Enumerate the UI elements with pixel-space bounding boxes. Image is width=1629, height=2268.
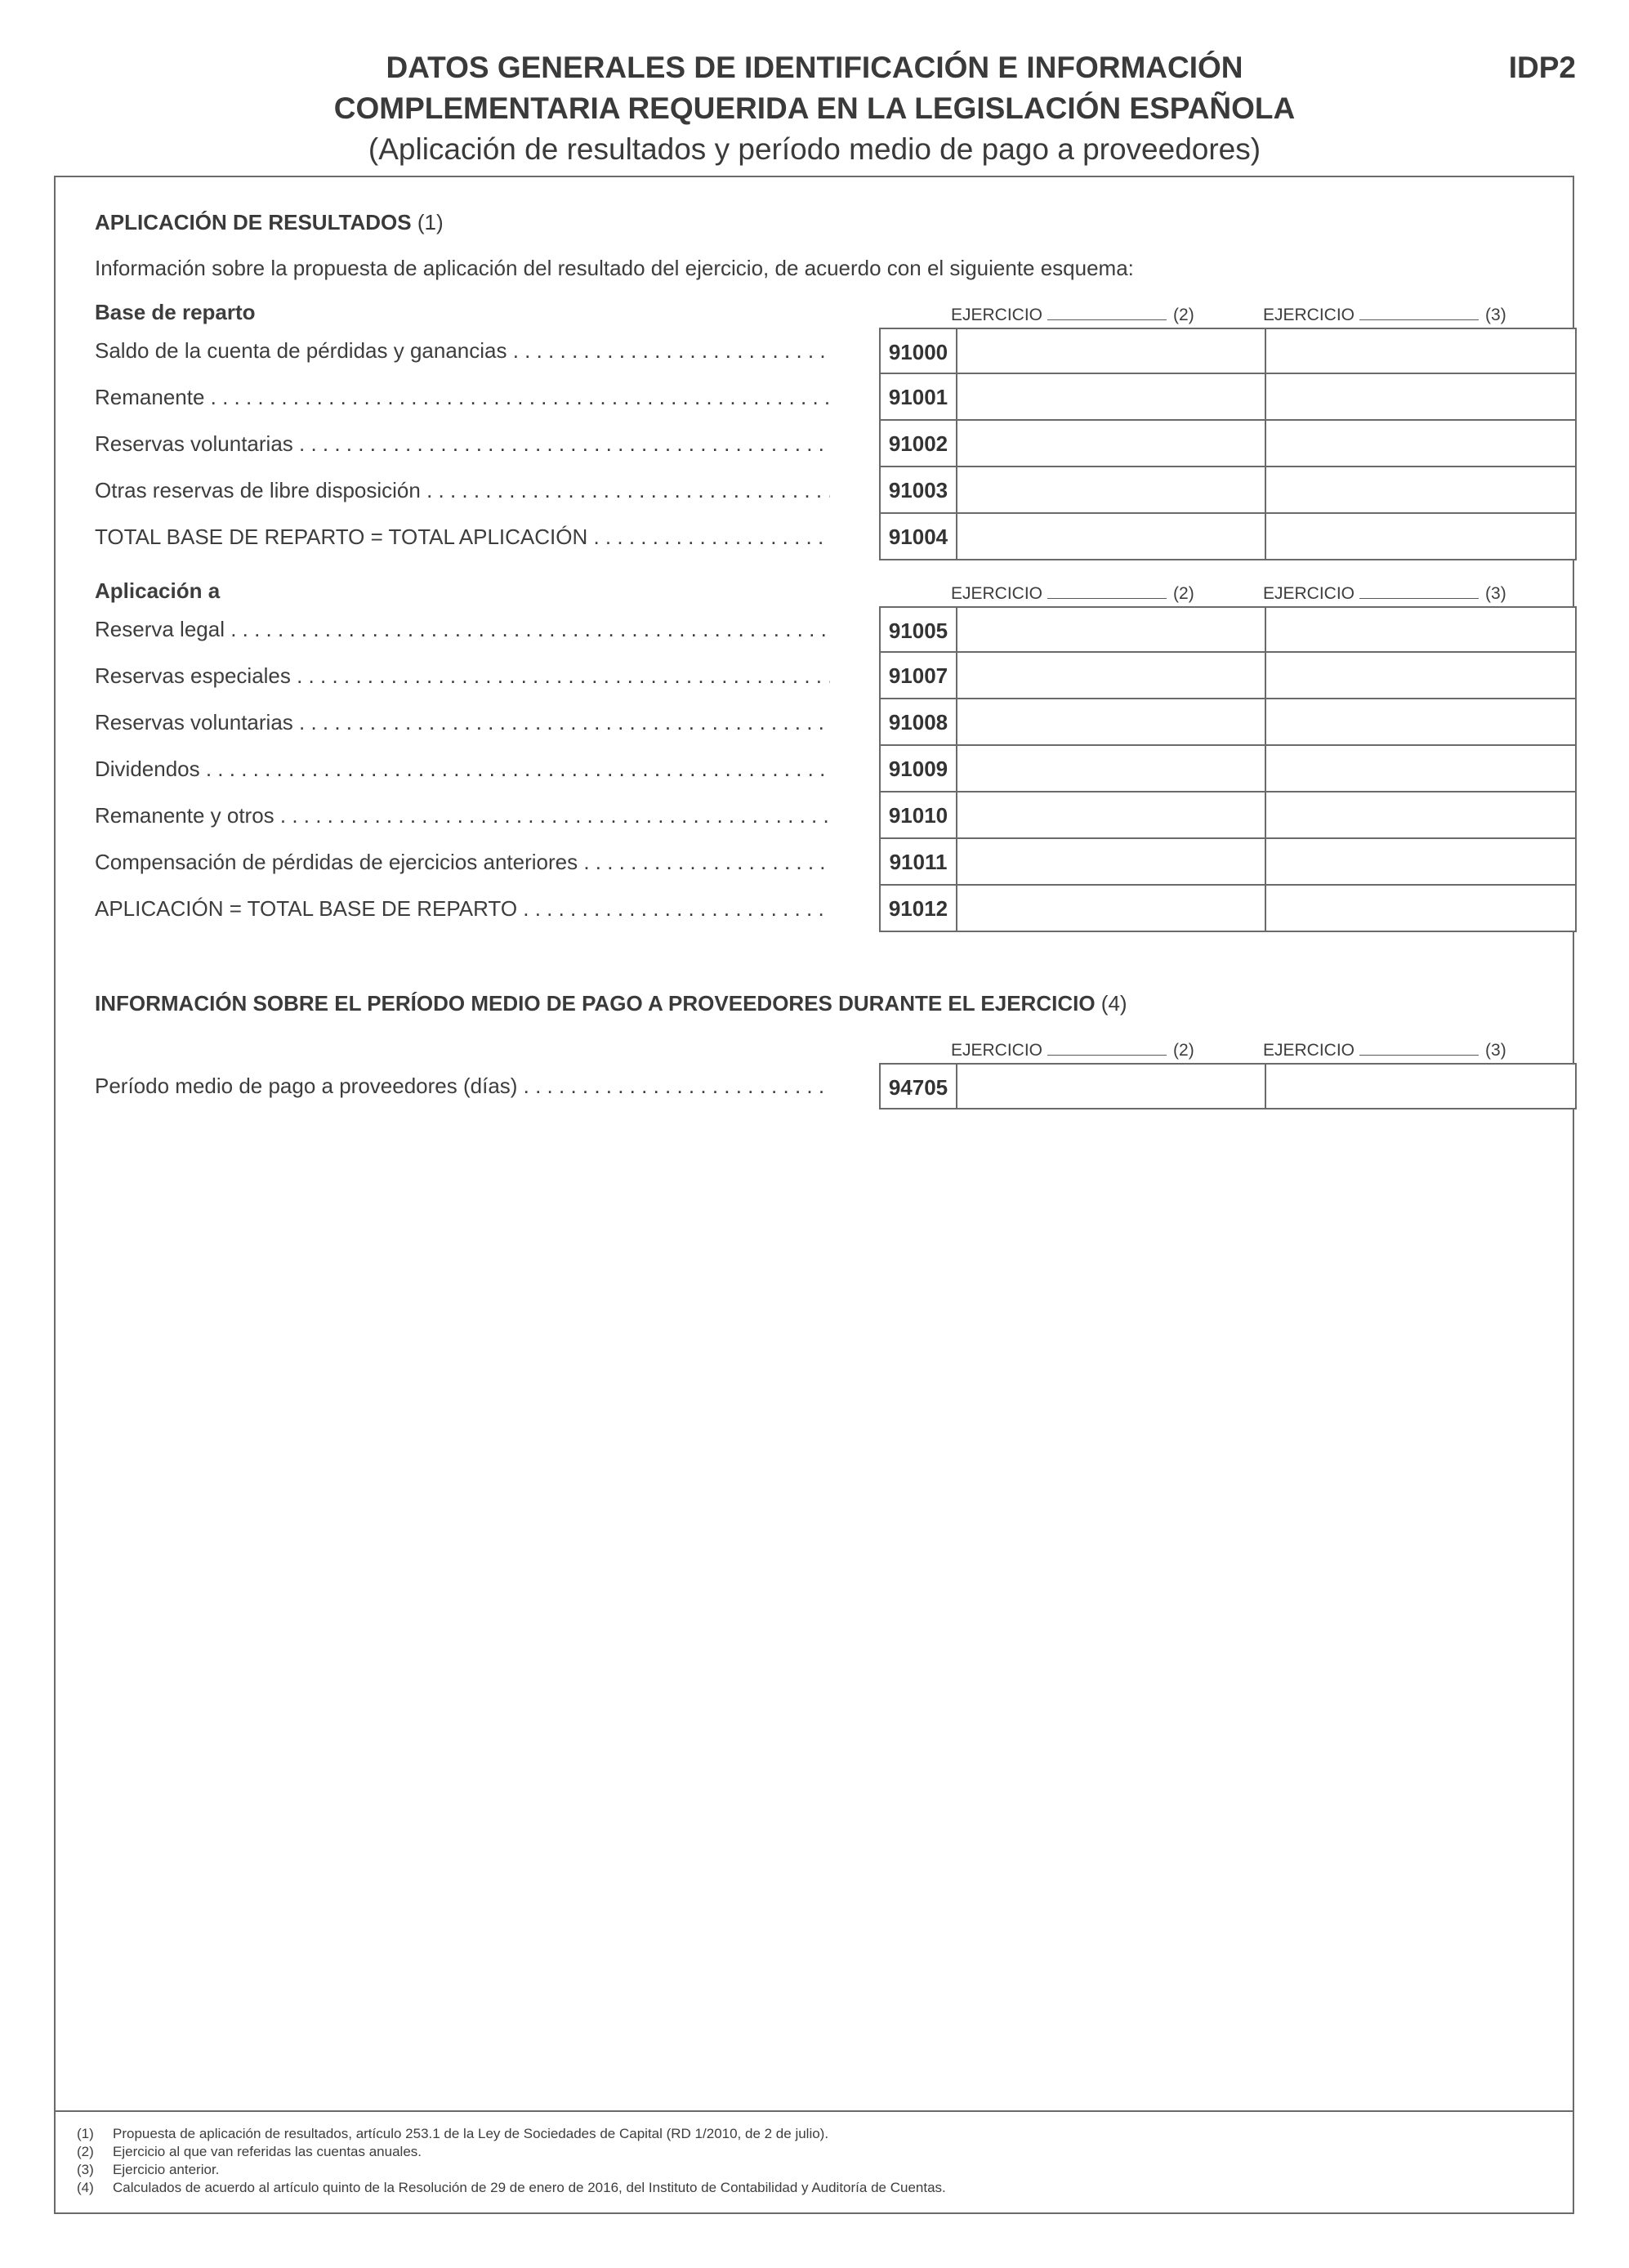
aplicacion-label: Aplicación a <box>95 578 221 603</box>
footnote-number: (1) <box>77 2126 94 2141</box>
form-title-line-2: COMPLEMENTARIA REQUERIDA EN LA LEGISLACIÓN ESPAÑOLA <box>333 92 1296 125</box>
row-code: 91008 <box>879 699 957 746</box>
table-row <box>95 746 1549 792</box>
row-code: 91012 <box>879 886 957 932</box>
table-row <box>95 467 1549 514</box>
footnote <box>77 2161 946 2179</box>
column-note: (3) <box>1485 306 1506 324</box>
value-cell-current[interactable] <box>957 606 1266 653</box>
row-code: 91001 <box>879 374 957 421</box>
year-blank-line <box>1047 597 1167 599</box>
footnote-text: Ejercicio al que van referidas las cuentas anuales. <box>113 2144 422 2159</box>
column-note: (2) <box>1173 1041 1194 1060</box>
form-frame <box>54 176 1574 2214</box>
section-spacer <box>95 932 1549 989</box>
base-reparto-table <box>95 328 1549 560</box>
row-label: Reservas voluntarias . . . <box>95 421 830 467</box>
section-title-text: INFORMACIÓN SOBRE EL PERÍODO MEDIO DE PAGO A PROVEEDORES DURANTE EL EJERCICIO <box>95 991 1096 1016</box>
value-cell-previous[interactable] <box>1266 421 1577 467</box>
column-header-previous <box>1263 582 1506 606</box>
section-title-text: APLICACIÓN DE RESULTADOS <box>95 210 412 234</box>
column-note: (3) <box>1485 1041 1506 1060</box>
ejercicio-label: EJERCICIO <box>1263 584 1355 603</box>
aplicacion-table <box>95 606 1549 932</box>
row-code: 91011 <box>879 839 957 886</box>
value-cell-previous[interactable] <box>1266 328 1577 374</box>
section-title-note: (1) <box>417 210 444 234</box>
year-blank-line <box>1359 1054 1479 1056</box>
table-row <box>95 886 1549 932</box>
footnote <box>77 2179 946 2197</box>
section-periodo-medio-title <box>95 989 1549 1017</box>
column-header-previous <box>1263 303 1506 328</box>
row-code: 91005 <box>879 606 957 653</box>
year-blank-line <box>1359 597 1479 599</box>
footnote <box>77 2143 946 2161</box>
table-row <box>95 374 1549 421</box>
form-subtitle: (Aplicación de resultados y período medio de pago a proveedores) <box>368 132 1261 166</box>
row-label: Compensación de pérdidas de ejercicios anteriores . . . <box>95 839 830 886</box>
footnote-text: Calculados de acuerdo al artículo quinto de la Resolución de 29 de enero de 2016, del Instituto de Contabilidad y Auditoría de Cuentas. <box>113 2180 946 2195</box>
value-cell-current[interactable] <box>957 514 1266 560</box>
section-title-note: (4) <box>1100 991 1127 1016</box>
column-header-current <box>951 1038 1194 1063</box>
value-cell-current[interactable] <box>957 421 1266 467</box>
row-code: 94705 <box>879 1063 957 1109</box>
footnote-number: (4) <box>77 2180 94 2195</box>
row-code: 91002 <box>879 421 957 467</box>
section-intro: Información sobre la propuesta de aplicación del resultado del ejercicio, de acuerdo con el siguiente esquema: <box>95 256 1134 280</box>
column-header-previous <box>1263 1038 1506 1063</box>
table-row <box>95 699 1549 746</box>
column-header-current <box>951 582 1194 606</box>
table-row <box>95 328 1549 374</box>
row-label: Dividendos . . . <box>95 746 830 792</box>
footnote-text: Ejercicio anterior. <box>113 2162 220 2177</box>
footnote <box>77 2125 946 2143</box>
table-row <box>95 1063 1549 1109</box>
value-cell-previous[interactable] <box>1266 374 1577 421</box>
row-label: Remanente . . . <box>95 374 830 421</box>
column-note: (3) <box>1485 584 1506 603</box>
form-title-line-1: DATOS GENERALES DE IDENTIFICACIÓN E INFORMACIÓN <box>386 51 1243 84</box>
value-cell-current[interactable] <box>957 839 1266 886</box>
value-cell-current[interactable] <box>957 699 1266 746</box>
row-code: 91004 <box>879 514 957 560</box>
row-label: Reserva legal . . . <box>95 606 830 653</box>
row-label: Reservas voluntarias . . . <box>95 699 830 746</box>
table-row <box>95 839 1549 886</box>
form-content <box>95 208 1549 1109</box>
form-code: IDP2 <box>1508 51 1576 84</box>
ejercicio-label: EJERCICIO <box>1263 1041 1355 1060</box>
base-reparto-label: Base de reparto <box>95 300 256 324</box>
value-cell-current[interactable] <box>957 1063 1266 1109</box>
value-cell-previous[interactable] <box>1266 514 1577 560</box>
row-code: 91000 <box>879 328 957 374</box>
value-cell-current[interactable] <box>957 328 1266 374</box>
aplicacion-header <box>95 575 1549 606</box>
ejercicio-label: EJERCICIO <box>1263 306 1355 324</box>
periodo-medio-header <box>95 1032 1549 1063</box>
value-cell-current[interactable] <box>957 746 1266 792</box>
value-cell-previous[interactable] <box>1266 467 1577 514</box>
row-label: Reservas especiales . . . <box>95 653 830 699</box>
row-code: 91003 <box>879 467 957 514</box>
value-cell-current[interactable] <box>957 467 1266 514</box>
value-cell-previous[interactable] <box>1266 653 1577 699</box>
value-cell-current[interactable] <box>957 653 1266 699</box>
value-cell-previous[interactable] <box>1266 792 1577 839</box>
row-code: 91007 <box>879 653 957 699</box>
section-aplicacion-resultados-title <box>95 208 1549 236</box>
value-cell-current[interactable] <box>957 792 1266 839</box>
value-cell-previous[interactable] <box>1266 886 1577 932</box>
value-cell-previous[interactable] <box>1266 1063 1577 1109</box>
footnote-number: (3) <box>77 2162 94 2177</box>
column-note: (2) <box>1173 306 1194 324</box>
row-label: Saldo de la cuenta de pérdidas y ganancias . . . <box>95 328 830 374</box>
row-label: TOTAL BASE DE REPARTO = TOTAL APLICACIÓN . . . <box>95 514 830 560</box>
table-row <box>95 653 1549 699</box>
value-cell-previous[interactable] <box>1266 746 1577 792</box>
row-label: Remanente y otros . . . <box>95 792 830 839</box>
year-blank-line <box>1047 1054 1167 1056</box>
table-row <box>95 421 1549 467</box>
footnote-text: Propuesta de aplicación de resultados, artículo 253.1 de la Ley de Sociedades de Capital (RD 1/2010, de 2 de julio). <box>113 2126 829 2141</box>
row-code: 91009 <box>879 746 957 792</box>
value-cell-current[interactable] <box>957 374 1266 421</box>
year-blank-line <box>1047 319 1167 320</box>
periodo-medio-table <box>95 1063 1549 1109</box>
base-reparto-header <box>95 297 1549 328</box>
row-label: Período medio de pago a proveedores (días) . . . <box>95 1063 830 1109</box>
year-blank-line <box>1359 319 1479 320</box>
ejercicio-label: EJERCICIO <box>951 584 1043 603</box>
value-cell-previous[interactable] <box>1266 606 1577 653</box>
value-cell-previous[interactable] <box>1266 839 1577 886</box>
value-cell-current[interactable] <box>957 886 1266 932</box>
ejercicio-label: EJERCICIO <box>951 306 1043 324</box>
footnotes <box>77 2125 946 2197</box>
footnotes-divider <box>56 2110 1573 2112</box>
column-header-current <box>951 303 1194 328</box>
table-row <box>95 514 1549 560</box>
table-row <box>95 792 1549 839</box>
table-row <box>95 606 1549 653</box>
footnote-number: (2) <box>77 2144 94 2159</box>
column-note: (2) <box>1173 584 1194 603</box>
ejercicio-label: EJERCICIO <box>951 1041 1043 1060</box>
row-label: Otras reservas de libre disposición . . . <box>95 467 830 514</box>
row-code: 91010 <box>879 792 957 839</box>
row-label: APLICACIÓN = TOTAL BASE DE REPARTO . . . <box>95 886 830 932</box>
value-cell-previous[interactable] <box>1266 699 1577 746</box>
